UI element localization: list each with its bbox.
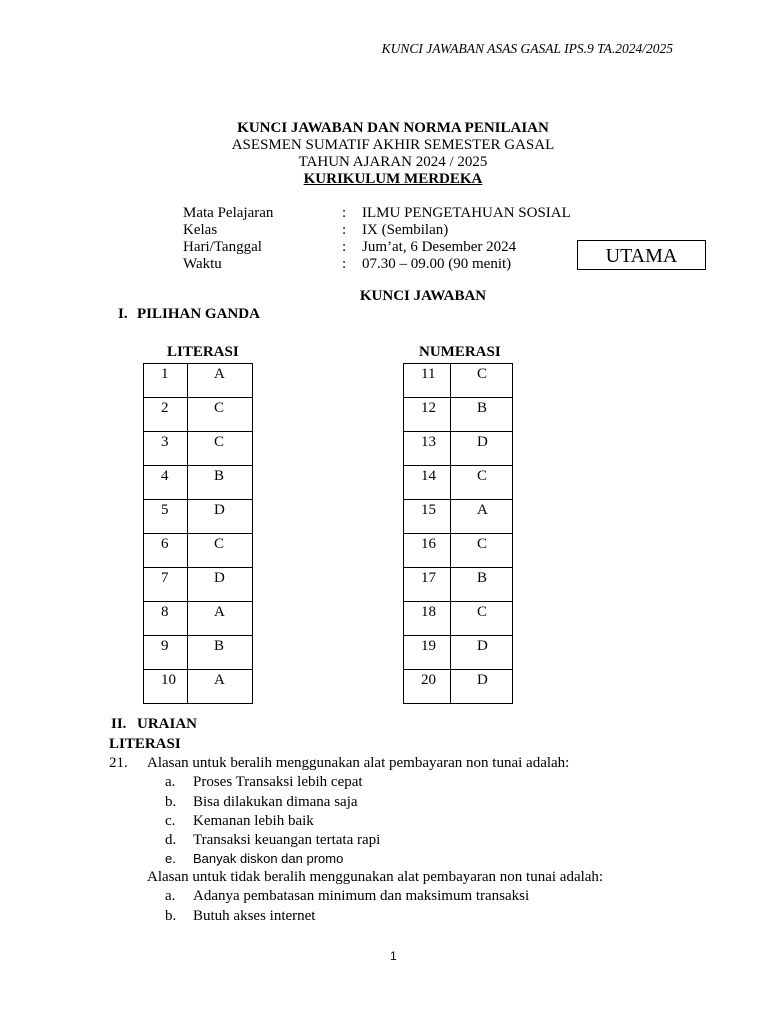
- table-row: [404, 636, 513, 670]
- answer-cell: D: [188, 568, 253, 602]
- answer-cell: C: [451, 602, 513, 636]
- list-item: Bisa dilakukan dimana saja: [193, 794, 358, 810]
- info-sep: :: [342, 239, 347, 255]
- table-row: [144, 568, 253, 602]
- table-row: [144, 432, 253, 466]
- table-row: [144, 398, 253, 432]
- info-value-date: Jum’at, 6 Desember 2024: [362, 239, 517, 255]
- answer-cell: B: [188, 636, 253, 670]
- running-header: KUNCI JAWABAN ASAS GASAL IPS.9 TA.2024/2025: [381, 41, 673, 56]
- table-row: [404, 534, 513, 568]
- answer-cell: B: [451, 568, 513, 602]
- part1-number: I.: [118, 306, 128, 322]
- question-number-cell: 8: [144, 602, 188, 636]
- question-number-cell: 19: [404, 636, 451, 670]
- table-row: [144, 670, 253, 704]
- answer-cell: A: [188, 602, 253, 636]
- question-number-cell: 15: [404, 500, 451, 534]
- question-number-cell: 13: [404, 432, 451, 466]
- literasi-label: LITERASI: [167, 344, 239, 360]
- version-badge: UTAMA: [577, 240, 706, 270]
- question-number-cell: 6: [144, 534, 188, 568]
- info-value-time: 07.30 – 09.00 (90 menit): [362, 256, 512, 272]
- question-number-cell: 20: [404, 670, 451, 704]
- answer-key-heading: KUNCI JAWABAN: [359, 288, 487, 304]
- info-label-class: Kelas: [183, 222, 218, 238]
- answer-cell: C: [451, 466, 513, 500]
- answer-cell: A: [188, 670, 253, 704]
- question-number-cell: 17: [404, 568, 451, 602]
- question-number-cell: 12: [404, 398, 451, 432]
- question-number-cell: 14: [404, 466, 451, 500]
- table-row: [144, 602, 253, 636]
- list-item-marker: e.: [165, 851, 176, 866]
- answer-cell: D: [451, 432, 513, 466]
- answer-cell: D: [451, 636, 513, 670]
- list-item: Transaksi keuangan tertata rapi: [193, 832, 381, 848]
- table-row: [144, 636, 253, 670]
- doc-subtitle: ASESMEN SUMATIF AKHIR SEMESTER GASAL: [231, 137, 555, 153]
- answer-cell: B: [451, 398, 513, 432]
- table-row: [144, 364, 253, 398]
- answer-cell: A: [188, 364, 253, 398]
- info-label-date: Hari/Tanggal: [183, 239, 262, 255]
- question-number: 21.: [109, 755, 128, 771]
- info-value-subject: ILMU PENGETAHUAN SOSIAL: [362, 205, 571, 221]
- list-item-marker: b.: [165, 908, 177, 924]
- table-row: [144, 534, 253, 568]
- question-text-2: Alasan untuk tidak beralih menggunakan alat pembayaran non tunai adalah:: [147, 869, 604, 885]
- table-row: [404, 568, 513, 602]
- numerasi-answer-table: [403, 363, 513, 704]
- question-number-cell: 9: [144, 636, 188, 670]
- table-row: [404, 432, 513, 466]
- answer-cell: B: [188, 466, 253, 500]
- doc-title: KUNCI JAWABAN DAN NORMA PENILAIAN: [237, 120, 549, 136]
- table-row: [144, 466, 253, 500]
- numerasi-label: NUMERASI: [419, 344, 501, 360]
- list-item-marker: a.: [165, 774, 176, 790]
- table-row: [144, 500, 253, 534]
- doc-curriculum: KURIKULUM MERDEKA: [303, 171, 483, 187]
- list-item: Kemanan lebih baik: [193, 813, 314, 829]
- part2-number: II.: [111, 716, 127, 732]
- list-item-marker: a.: [165, 888, 176, 904]
- list-item: Proses Transaksi lebih cepat: [193, 774, 363, 790]
- answer-cell: C: [188, 398, 253, 432]
- part2-title: URAIAN: [137, 716, 197, 732]
- list-item-marker: b.: [165, 794, 177, 810]
- question-text: Alasan untuk beralih menggunakan alat pembayaran non tunai adalah:: [147, 755, 570, 771]
- question-number-cell: 1: [144, 364, 188, 398]
- list-item: Butuh akses internet: [193, 908, 316, 924]
- info-value-class: IX (Sembilan): [362, 222, 449, 238]
- table-row: [404, 602, 513, 636]
- table-row: [404, 364, 513, 398]
- table-row: [404, 500, 513, 534]
- answer-cell: C: [451, 534, 513, 568]
- info-label-subject: Mata Pelajaran: [183, 205, 274, 221]
- question-number-cell: 2: [144, 398, 188, 432]
- answer-cell: C: [188, 534, 253, 568]
- info-sep: :: [342, 222, 347, 238]
- table-row: [404, 466, 513, 500]
- question-number-cell: 7: [144, 568, 188, 602]
- question-number-cell: 3: [144, 432, 188, 466]
- answer-cell: D: [188, 500, 253, 534]
- question-number-cell: 11: [404, 364, 451, 398]
- info-label-time: Waktu: [183, 256, 222, 272]
- table-row: [404, 398, 513, 432]
- uraian-subheading: LITERASI: [109, 736, 181, 752]
- info-sep: :: [342, 256, 347, 272]
- question-number-cell: 5: [144, 500, 188, 534]
- question-number-cell: 18: [404, 602, 451, 636]
- answer-cell: A: [451, 500, 513, 534]
- info-sep: :: [342, 205, 347, 221]
- answer-cell: D: [451, 670, 513, 704]
- question-number-cell: 4: [144, 466, 188, 500]
- answer-cell: C: [188, 432, 253, 466]
- list-item: Banyak diskon dan promo: [193, 851, 344, 866]
- question-number-cell: 16: [404, 534, 451, 568]
- doc-year: TAHUN AJARAN 2024 / 2025: [298, 154, 488, 170]
- part1-title: PILIHAN GANDA: [137, 306, 260, 322]
- question-number-cell: 10: [144, 670, 188, 704]
- list-item: Adanya pembatasan minimum dan maksimum transaksi: [193, 888, 530, 904]
- literasi-answer-table: [143, 363, 253, 704]
- answer-cell: C: [451, 364, 513, 398]
- list-item-marker: c.: [165, 813, 176, 829]
- table-row: [404, 670, 513, 704]
- list-item-marker: d.: [165, 832, 177, 848]
- page-number: 1: [390, 949, 397, 963]
